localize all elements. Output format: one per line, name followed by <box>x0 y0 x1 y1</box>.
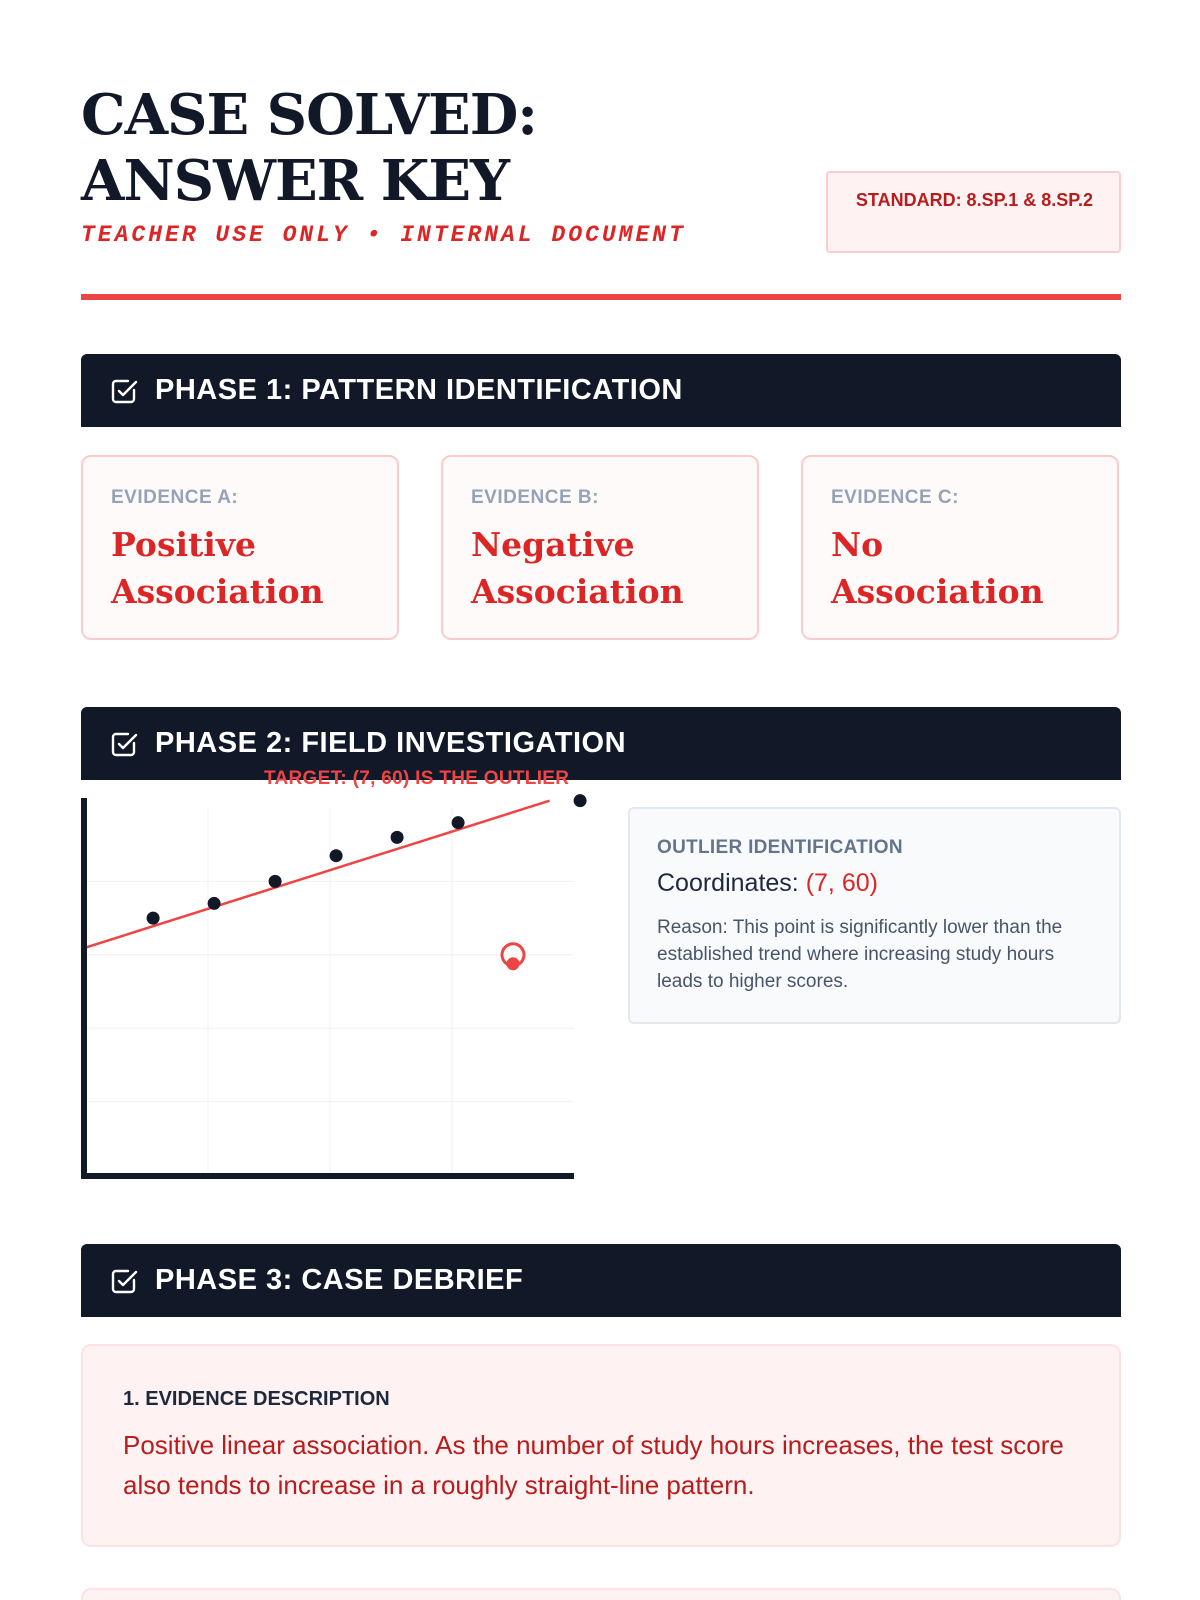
evidence-card-a <box>81 455 399 640</box>
evidence-tag: EVIDENCE A: <box>111 487 239 508</box>
data-point <box>147 912 160 925</box>
evidence-tag: EVIDENCE B: <box>471 487 599 508</box>
data-point <box>391 831 404 844</box>
outlier-reason: Reason: This point is significantly lower than the established trend where increasing study hours leads to higher scores. <box>657 917 1063 992</box>
standard-badge: STANDARD: 8.SP.1 & 8.SP.2 <box>826 171 1121 253</box>
data-point <box>330 849 343 862</box>
phase-1-title: PHASE 1: PATTERN IDENTIFICATION <box>155 374 683 406</box>
debrief-question: 1. EVIDENCE DESCRIPTION <box>123 1388 390 1410</box>
debrief-card-next <box>81 1588 1121 1600</box>
debrief-answer: Positive linear association. As the number of study hours increases, the test score also tends to increase in a roughly straight-line pattern. <box>123 1430 1064 1500</box>
page-subtitle: TEACHER USE ONLY • INTERNAL DOCUMENT <box>81 222 686 248</box>
data-point <box>574 794 587 807</box>
evidence-card-c <box>801 455 1119 640</box>
evidence-answer: Positive Association <box>111 525 324 611</box>
phase-2-title: PHASE 2: FIELD INVESTIGATION <box>155 727 627 759</box>
checkbox-check-icon <box>109 729 139 759</box>
debrief-card <box>81 1344 1121 1547</box>
evidence-tag: EVIDENCE C: <box>831 487 959 508</box>
evidence-answer: No Association <box>831 525 1044 611</box>
evidence-answer: Negative Association <box>471 525 684 611</box>
checkbox-check-icon <box>109 376 139 406</box>
coordinates-label: Coordinates: <box>657 869 799 897</box>
outlier-card <box>628 807 1121 1024</box>
page-title: CASE SOLVED: ANSWER KEY <box>81 82 537 214</box>
phase-1-header <box>81 354 1121 427</box>
coordinates-value: (7, 60) <box>805 869 878 897</box>
data-point <box>269 875 282 888</box>
outlier-coordinates <box>657 869 1093 898</box>
phase-3-header <box>81 1244 1121 1317</box>
header-divider <box>81 294 1121 300</box>
checkbox-check-icon <box>109 1266 139 1296</box>
scatter-plot <box>81 770 611 1180</box>
evidence-card-b <box>441 455 759 640</box>
outlier-heading: OUTLIER IDENTIFICATION <box>657 837 903 858</box>
outlier-annotation: TARGET: (7, 60) IS THE OUTLIER <box>264 768 570 789</box>
trend-line <box>86 801 550 948</box>
data-point <box>452 816 465 829</box>
data-point <box>208 897 221 910</box>
answer-key-page <box>81 0 1121 1600</box>
phase-3-title: PHASE 3: CASE DEBRIEF <box>155 1264 524 1296</box>
